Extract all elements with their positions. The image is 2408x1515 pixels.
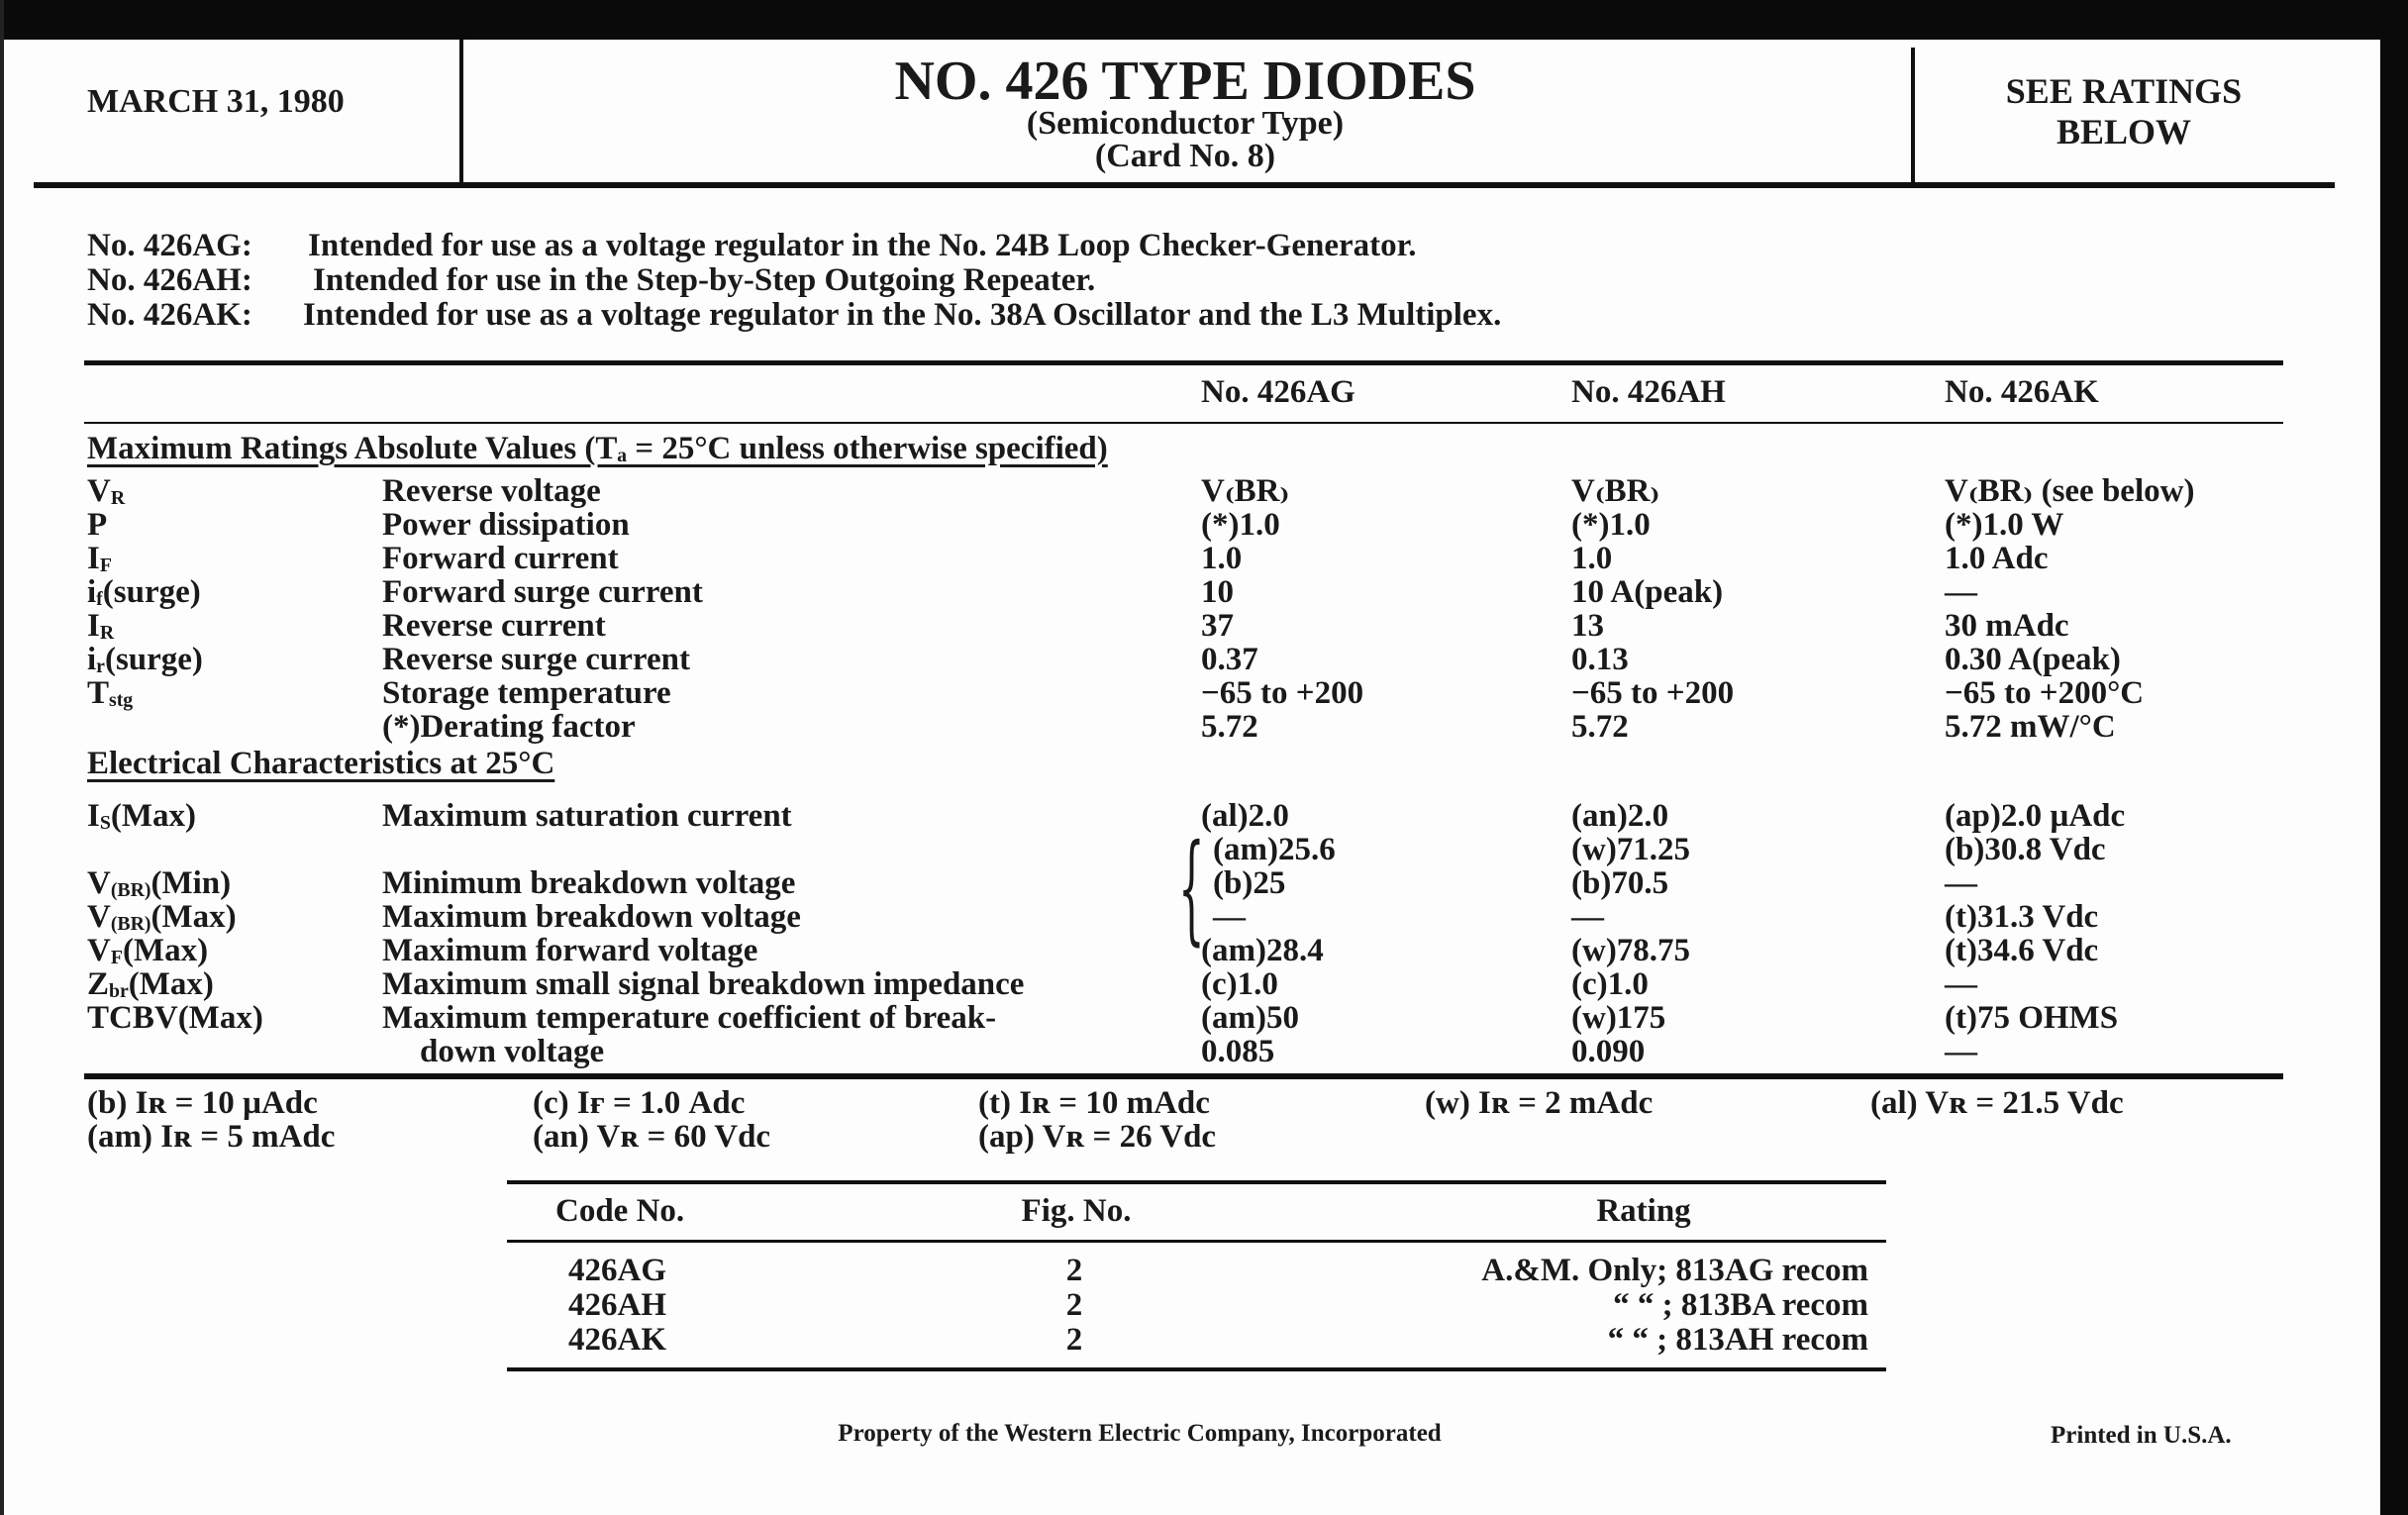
- parameter-value: 1.0: [1571, 541, 1613, 576]
- parameter-value: V₍BR₎: [1571, 473, 1660, 509]
- parameter-description: Forward current: [382, 541, 619, 576]
- symbol-subscript: br: [109, 979, 129, 1002]
- parameter-value: (ap)2.0 µAdc: [1945, 798, 2126, 834]
- symbol-suffix: (surge): [104, 642, 203, 677]
- parameter-value: 0.085: [1201, 1034, 1275, 1069]
- fig-number: 2: [1065, 1287, 1083, 1323]
- parameter-value: (b)30.8 Vdc: [1945, 832, 2106, 867]
- parameter-value: (b)25: [1213, 865, 1286, 901]
- column-header-rule: [84, 422, 2283, 424]
- parameter-description: Maximum small signal breakdown impedance: [382, 966, 1025, 1002]
- parameter-value: 10: [1201, 574, 1234, 610]
- parameter-description: Maximum temperature coefficient of break-: [382, 1000, 997, 1036]
- parameter-value: 0.37: [1201, 642, 1258, 677]
- parameter-value: —: [1571, 899, 1604, 935]
- symbol-subscript: R: [99, 621, 115, 644]
- intro-code: No. 426AH:: [87, 262, 252, 298]
- parameter-description: Maximum forward voltage: [382, 933, 758, 968]
- parameter-value: 5.72: [1571, 709, 1629, 745]
- symbol-base: TCBV: [87, 1000, 178, 1036]
- symbol-base: I: [87, 798, 100, 834]
- intro-text: Intended for use as a voltage regulator in the No. 38A Oscillator and the L3 Multiplex.: [303, 297, 1502, 333]
- symbol-suffix: (Max): [150, 899, 237, 935]
- fig-number: 2: [1065, 1322, 1083, 1358]
- parameter-value: (t)31.3 Vdc: [1945, 899, 2099, 935]
- parameter-description: down voltage: [420, 1034, 605, 1069]
- symbol-suffix: (Max): [110, 798, 196, 834]
- symbol-subscript: F: [110, 946, 123, 968]
- symbol-base: I: [87, 608, 100, 644]
- column-header-426ah: No. 426AH: [1571, 374, 1726, 410]
- symbol-subscript: stg: [109, 688, 134, 711]
- symbol-base: V: [87, 473, 111, 509]
- intro-text: Intended for use as a voltage regulator in the No. 24B Loop Checker-Generator.: [308, 228, 1417, 263]
- symbol-base: V: [87, 933, 111, 968]
- footnote: (al) Vʀ = 21.5 Vdc: [1870, 1085, 2124, 1121]
- fig-number: 2: [1065, 1253, 1083, 1288]
- parameter-symbol: [87, 677, 133, 711]
- parameter-value: V₍BR₎ (see below): [1945, 473, 2195, 509]
- parameter-value: (am)50: [1201, 1000, 1299, 1036]
- parameter-value: (c)1.0: [1201, 966, 1278, 1002]
- parameter-description: Reverse voltage: [382, 473, 601, 509]
- footer-printed: Printed in U.S.A.: [2051, 1422, 2232, 1449]
- scan-edge-left: [0, 0, 4, 1515]
- symbol-base: I: [87, 541, 100, 576]
- fig-header: Fig. No.: [1021, 1193, 1132, 1229]
- parameter-symbol: [87, 644, 203, 677]
- footnote: (w) Iʀ = 2 mAdc: [1425, 1085, 1654, 1121]
- symbol-base: i: [87, 574, 97, 610]
- parameter-symbol: [87, 610, 114, 644]
- parameter-description: Minimum breakdown voltage: [382, 865, 796, 901]
- parameter-description: Maximum saturation current: [382, 798, 792, 834]
- symbol-suffix: (Max): [128, 966, 214, 1002]
- parameter-value: −65 to +200°C: [1945, 675, 2145, 711]
- page-title: NO. 426 TYPE DIODES: [894, 50, 1476, 112]
- rating: “ “ ; 813BA recom: [1613, 1287, 1868, 1323]
- parameter-value: −65 to +200: [1201, 675, 1364, 711]
- parameter-description: Reverse surge current: [382, 642, 690, 677]
- parameter-value: 0.30 A(peak): [1945, 642, 2121, 677]
- symbol-base: V: [87, 865, 111, 901]
- parameter-value: 10 A(peak): [1571, 574, 1724, 610]
- intro-code: No. 426AK:: [87, 297, 252, 333]
- symbol-subscript: f: [96, 587, 103, 610]
- footnote: (c) Iғ = 1.0 Adc: [533, 1085, 746, 1121]
- parameter-description: (*)Derating factor: [382, 709, 636, 745]
- parameter-value: (*)1.0: [1201, 507, 1280, 543]
- header-divider: [459, 40, 463, 186]
- parameter-symbol: [87, 576, 201, 610]
- parameter-value: 5.72 mW/°C: [1945, 709, 2116, 745]
- code-table-bottom-rule: [507, 1367, 1886, 1371]
- header-rule: [34, 182, 2335, 188]
- card-number: (Card No. 8): [1094, 138, 1276, 174]
- symbol-subscript: S: [99, 811, 111, 834]
- parameter-value: 1.0: [1201, 541, 1243, 576]
- code-table-top-rule: [507, 1180, 1886, 1184]
- rating-header: Rating: [1596, 1193, 1691, 1229]
- parameter-symbol: [87, 867, 231, 901]
- brace-symbol: {: [1178, 820, 1205, 958]
- parameter-symbol: [87, 509, 107, 542]
- notes-rule: [84, 1073, 2283, 1079]
- symbol-suffix: (Max): [177, 1000, 263, 1036]
- parameter-value: (c)1.0: [1571, 966, 1649, 1002]
- parameter-value: —: [1945, 574, 1977, 610]
- column-header-426ak: No. 426AK: [1945, 374, 2099, 410]
- parameter-symbol: [87, 935, 208, 968]
- column-header-426ag: No. 426AG: [1201, 374, 1355, 410]
- code-header: Code No.: [555, 1193, 685, 1229]
- rating: “ “ ; 813AH recom: [1607, 1322, 1868, 1358]
- symbol-subscript: F: [99, 554, 112, 576]
- parameter-value: (b)70.5: [1571, 865, 1669, 901]
- parameter-value: —: [1213, 899, 1246, 935]
- symbol-subscript: (BR): [110, 878, 151, 901]
- scan-edge-right: [2380, 0, 2408, 1515]
- parameter-value: (am)28.4: [1201, 933, 1324, 968]
- ratings-note: SEE RATINGS: [2005, 71, 2243, 111]
- symbol-base: Z: [87, 966, 110, 1002]
- rating: A.&M. Only; 813AG recom: [1481, 1253, 1868, 1288]
- footnote: (t) Iʀ = 10 mAdc: [978, 1085, 1210, 1121]
- card-date: MARCH 31, 1980: [87, 83, 345, 120]
- intro-code: No. 426AG:: [87, 228, 252, 263]
- symbol-suffix: (Max): [122, 933, 209, 968]
- parameter-value: 1.0 Adc: [1945, 541, 2049, 576]
- symbol-base: V: [87, 899, 111, 935]
- parameter-value: —: [1945, 865, 1977, 901]
- symbol-subscript: (BR): [110, 912, 151, 935]
- parameter-value: —: [1945, 1034, 1977, 1069]
- parameter-value: (w)78.75: [1571, 933, 1691, 968]
- symbol-base: P: [87, 507, 108, 543]
- code-number: 426AH: [568, 1287, 666, 1323]
- parameter-value: 0.13: [1571, 642, 1629, 677]
- code-number: 426AK: [568, 1322, 666, 1358]
- symbol-base: T: [87, 675, 110, 711]
- parameter-value: 0.090: [1571, 1034, 1646, 1069]
- parameter-description: Maximum breakdown voltage: [382, 899, 801, 935]
- footnote: (an) Vʀ = 60 Vdc: [533, 1119, 771, 1155]
- parameter-value: (w)71.25: [1571, 832, 1691, 867]
- parameter-symbol: [87, 1002, 263, 1035]
- footnote: (ap) Vʀ = 26 Vdc: [978, 1119, 1217, 1155]
- parameter-value: (an)2.0: [1571, 798, 1669, 834]
- parameter-description: Storage temperature: [382, 675, 671, 711]
- symbol-subscript: R: [110, 486, 126, 509]
- symbol-suffix: (Min): [150, 865, 232, 901]
- code-number: 426AG: [568, 1253, 666, 1288]
- parameter-value: —: [1945, 966, 1977, 1002]
- parameter-symbol: [87, 543, 112, 576]
- scan-edge-top: [0, 0, 2408, 40]
- page-subtitle: (Semiconductor Type): [1026, 105, 1345, 142]
- header-divider: [1911, 48, 1915, 186]
- parameter-value: (t)34.6 Vdc: [1945, 933, 2099, 968]
- parameter-value: (al)2.0: [1201, 798, 1289, 834]
- parameter-value: −65 to +200: [1571, 675, 1735, 711]
- max-ratings-heading: Maximum Ratings Absolute Values (Tₐ = 25°C unless otherwise specified): [87, 431, 1108, 466]
- parameter-symbol: [87, 968, 214, 1002]
- footer-property: Property of the Western Electric Company, Incorporated: [838, 1420, 1442, 1447]
- intro-text: Intended for use in the Step-by-Step Outgoing Repeater.: [313, 262, 1096, 298]
- parameter-value: (*)1.0: [1571, 507, 1651, 543]
- parameter-value: 30 mAdc: [1945, 608, 2069, 644]
- electrical-heading: Electrical Characteristics at 25°C: [87, 746, 555, 781]
- parameter-value: (*)1.0 W: [1945, 507, 2064, 543]
- parameter-symbol: [87, 800, 196, 834]
- parameter-value: (am)25.6: [1213, 832, 1336, 867]
- parameter-value: (t)75 OHMS: [1945, 1000, 2119, 1036]
- parameter-symbol: [87, 475, 125, 509]
- parameter-value: 37: [1201, 608, 1234, 644]
- parameter-value: 13: [1571, 608, 1604, 644]
- section-rule: [84, 360, 2283, 365]
- code-table-header-rule: [507, 1240, 1886, 1243]
- symbol-subscript: r: [96, 655, 105, 677]
- symbol-base: i: [87, 642, 97, 677]
- parameter-symbol: [87, 901, 237, 935]
- footnote: (am) Iʀ = 5 mAdc: [87, 1119, 336, 1155]
- symbol-suffix: (surge): [102, 574, 201, 610]
- parameter-value: 5.72: [1201, 709, 1258, 745]
- ratings-note: BELOW: [2056, 112, 2192, 152]
- parameter-value: V₍BR₎: [1201, 473, 1290, 509]
- footnote: (b) Iʀ = 10 µAdc: [87, 1085, 318, 1121]
- parameter-description: Power dissipation: [382, 507, 630, 543]
- parameter-description: Reverse current: [382, 608, 606, 644]
- parameter-value: (w)175: [1571, 1000, 1666, 1036]
- parameter-description: Forward surge current: [382, 574, 703, 610]
